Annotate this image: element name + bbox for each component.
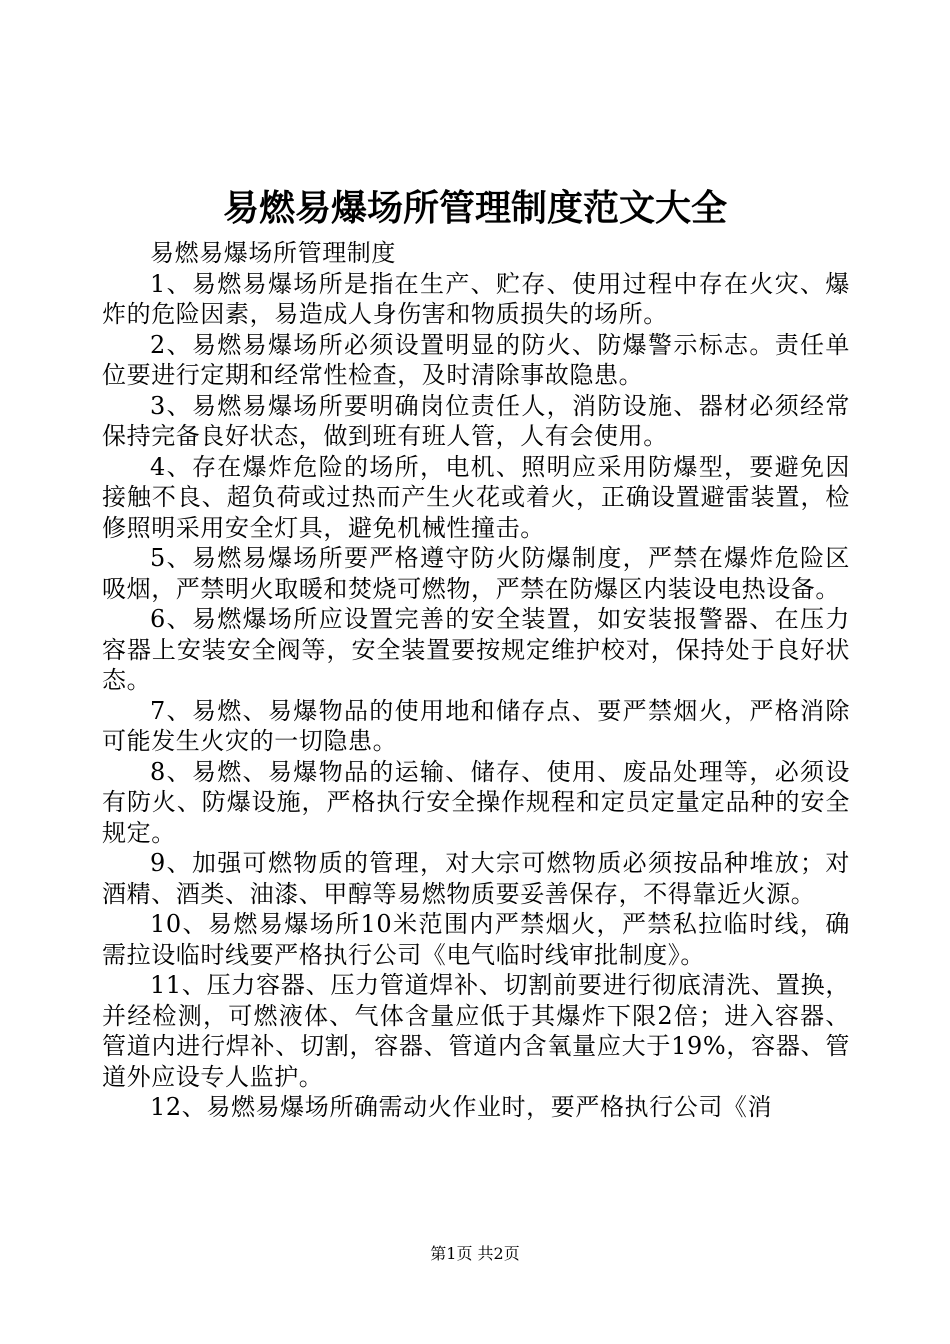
paragraph-3: 3、易燃易爆场所要明确岗位责任人，消防设施、器材必须经常保持完备良好状态，做到班有班人管，人有会使用。: [102, 391, 850, 450]
paragraph-12: 12、易燃易爆场所确需动火作业时，要严格执行公司《消: [150, 1093, 773, 1121]
paragraph-10: 10、易燃易爆场所10米范围内严禁烟火，严禁私拉临时线，确需拉设临时线要严格执行公司《电气临时线审批制度》。: [102, 910, 850, 969]
paragraph-7: 7、易燃、易爆物品的使用地和储存点、要严禁烟火，严格消除可能发生火灾的一切隐患。: [102, 696, 850, 755]
paragraph-8: 8、易燃、易爆物品的运输、储存、使用、废品处理等，必须设有防火、防爆设施，严格执行安全操作规程和定员定量定品种的安全规定。: [102, 757, 850, 847]
document-body: [102, 238, 850, 1123]
paragraph-2: 2、易燃易爆场所必须设置明显的防火、防爆警示标志。责任单位要进行定期和经常性检查，及时清除事故隐患。: [102, 330, 850, 389]
document-title: 易燃易爆场所管理制度范文大全: [222, 187, 727, 229]
paragraph-4: 4、存在爆炸危险的场所，电机、照明应采用防爆型，要避免因接触不良、超负荷或过热而产生火花或着火，正确设置避雷装置，检修照明采用安全灯具，避免机械性撞击。: [102, 452, 850, 542]
paragraph-subtitle: 易燃易爆场所管理制度: [150, 239, 396, 267]
paragraph-11: 11、压力容器、压力管道焊补、切割前要进行彻底清洗、置换，并经检测，可燃液体、气体含量应低于其爆炸下限2倍；进入容器、管道内进行焊补、切割，容器、管道内含氧量应大于19%，容器、管道外应设专人监护。: [102, 971, 850, 1091]
paragraph-6: 6、易燃爆场所应设置完善的安全装置，如安装报警器、在压力容器上安装安全阀等，安全装置要按规定维护校对，保持处于良好状态。: [102, 605, 850, 694]
paragraph-5: 5、易燃易爆场所要严格遵守防火防爆制度，严禁在爆炸危险区吸烟，严禁明火取暖和焚烧可燃物，严禁在防爆区内装设电热设备。: [102, 544, 850, 603]
paragraph-9: 9、加强可燃物质的管理，对大宗可燃物质必须按品种堆放；对酒精、酒类、油漆、甲醇等易燃物质要妥善保存，不得靠近火源。: [102, 849, 850, 908]
paragraph-1: 1、易燃易爆场所是指在生产、贮存、使用过程中存在火灾、爆炸的危险因素，易造成人身伤害和物质损失的场所。: [102, 269, 850, 328]
page-number-footer: 第1页 共2页: [430, 1244, 520, 1263]
